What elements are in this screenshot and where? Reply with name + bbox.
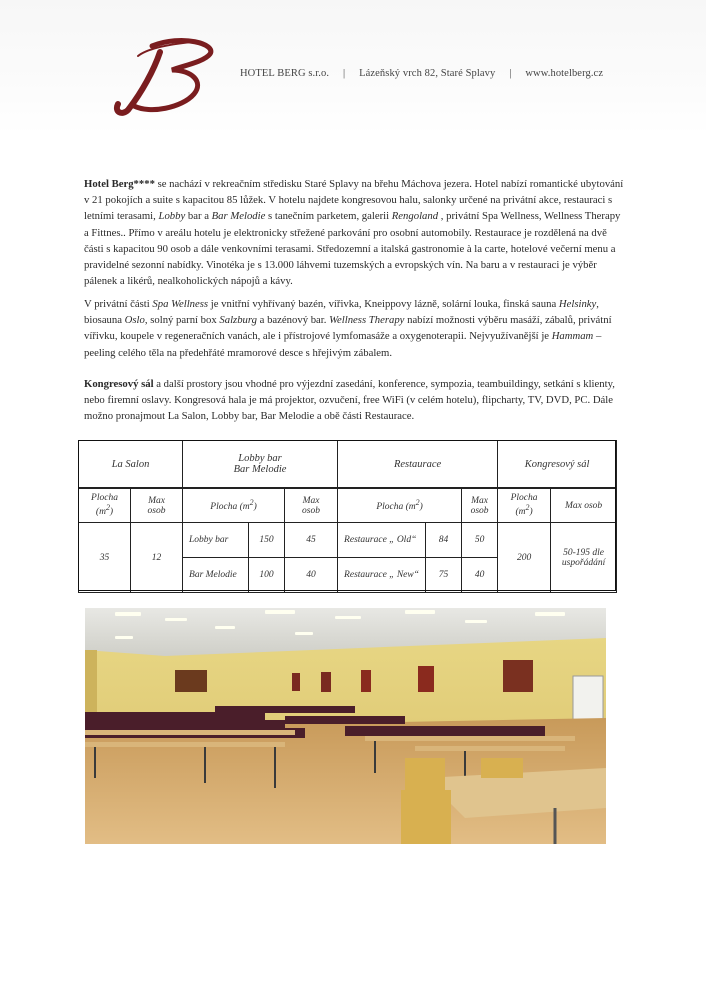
col-capacity [462,488,498,523]
website-link[interactable]: www.hotelberg.cz [525,68,604,79]
room-name: Restaurace „ Old“ [338,523,426,558]
text: nabízí možnosti výběru masáží, zábalů, privátní vířivku, koupele v regeneračních vanách, ale i přístrojové lymfomasáže a oxygenoterapii. Nejvyužívanější je [84,314,612,343]
label: Plocha [210,502,238,513]
room-area: 84 [426,523,462,558]
text-italic: Spa Wellness [152,298,209,310]
header-line: Lobby bar [238,453,282,464]
col-capacity [131,488,183,523]
col-area [183,488,285,523]
room-name: Bar Melodie [183,558,249,593]
text: , biosauna [84,298,599,327]
capacity-table [78,440,617,593]
header-la-salon: La Salon [79,441,183,489]
room-name: Restaurace „ New“ [338,558,426,593]
col-area [79,488,131,523]
text-italic: Hammam [551,330,594,343]
text-italic: Helsinky [558,298,597,310]
room-area: 150 [249,523,285,558]
label: Plocha [376,502,404,513]
label: 2 [105,503,110,513]
room-area: 100 [249,558,285,593]
hotel-berg-logo [112,36,222,116]
letterhead-info [240,68,603,79]
label: ) [253,502,257,513]
header-line: Bar Melodie [233,464,287,475]
label: osob [470,505,489,516]
kongres-capacity [551,523,617,593]
label: osob [302,505,320,516]
label: Max [302,495,320,506]
label: 50-195 dle [563,547,605,558]
separator: | [509,68,512,79]
text: je vnitřní vyhřívaný bazén, vířivka, Kneippovy lázně, solární louka, finská sauna [208,298,559,310]
col-capacity [285,488,338,523]
text-italic: Bar Melodie [211,210,266,223]
label: ) [529,507,533,518]
separator: | [343,68,346,79]
text: , solný parní box [144,314,220,327]
room-capacity: 40 [462,558,498,593]
la-salon-area: 35 [79,523,131,593]
hotel-name: Hotel Berg**** [84,178,155,190]
la-salon-capacity: 12 [131,523,183,593]
company-name: HOTEL BERG s.r.o. [240,68,330,79]
company-address: Lázeňský vrch 82, Staré Splavy [359,68,496,79]
label: 2 [249,498,254,508]
room-capacity: 50 [462,523,498,558]
label: Max [471,495,488,506]
header-lobby-bar [183,441,338,489]
text-italic: Lobby [158,210,186,223]
label: (m [95,507,106,518]
label: osob [147,505,166,516]
col-capacity: Max osob [551,488,617,523]
label: ) [109,507,114,518]
col-area [338,488,462,523]
label: Max [148,495,165,506]
congress-paragraph [84,376,624,425]
label: uspořádání [561,557,606,568]
text: V privátní části [84,298,153,310]
text-italic: Wellness Therapy [329,314,405,327]
text: se nachází v rekreačním středisku Staré Splavy na břehu Máchova jezera. Hotel nabízí romantické ubytování v 21 pokojích a suite s kapacitou 85 lůžek. V hotelu najdete kongresovou halu, salonky určené na privátní akce, restauraci s letními terasami, [84,178,624,223]
congress-hall-photo [85,608,606,844]
label: 2 [525,503,530,513]
label: ) [419,502,423,513]
text-italic: Rengoland [391,210,439,223]
text: s tanečním parketem, galerii [265,210,392,223]
kongres-area: 200 [498,523,551,593]
label: (m [239,502,250,513]
spa-paragraph [84,296,624,361]
text: a další prostory jsou vhodné pro výjezdní zasedání, konference, sympozia, teambuildingy, setkání s klienty, nebo firemní oslavy. Kongresová hala je má projektor, ozvučení, free WiFi (v celém hotelu), flipcharty, TV, DVD, PC. Dále možno pronajmout La Salon, Lobby bar, Bar Melodie a obě části Restaurace. [84,378,615,423]
text: , privátní Spa Wellness, Wellness Therapy a Fittnes.. Přímo v areálu hotelu je elektronicky střežené parkování pro osobní automobily. Restaurace je rozdělená na dvě části s kapacitou 90 osob a dále venkovními terasami. Středozemní a italská gastronomie à la carte, hotelové večerní menu a pravidelné sezonní nabídky. Vinotéka je s 13.000 láhvemi tuzemských a evropských vín. Na baru a v restauraci je výběr pálenek a likérů, nealkoholických nápojů a kávy. [84,210,621,288]
text: bar a [185,210,212,223]
text-italic: Oslo [124,314,145,327]
text-italic: Salzburg [219,314,257,327]
room-capacity: 40 [285,558,338,593]
congress-hall-name: Kongresový sál [84,378,154,390]
label: Plocha [510,493,538,504]
label: (m [515,507,526,518]
header-restaurace: Restaurace [338,441,498,489]
label: 2 [415,498,420,508]
room-name: Lobby bar [183,523,249,558]
label: Plocha [91,493,118,504]
text: a bazénový bar. [257,314,330,327]
room-capacity: 45 [285,523,338,558]
room-area: 75 [426,558,462,593]
col-area [498,488,551,523]
intro-paragraph [84,176,624,289]
header-kongres: Kongresový sál [498,441,617,489]
label: (m [405,502,416,513]
text: – peeling celého těla na předehřáté mramorové desce s hřejivým zábalem. [84,330,602,359]
